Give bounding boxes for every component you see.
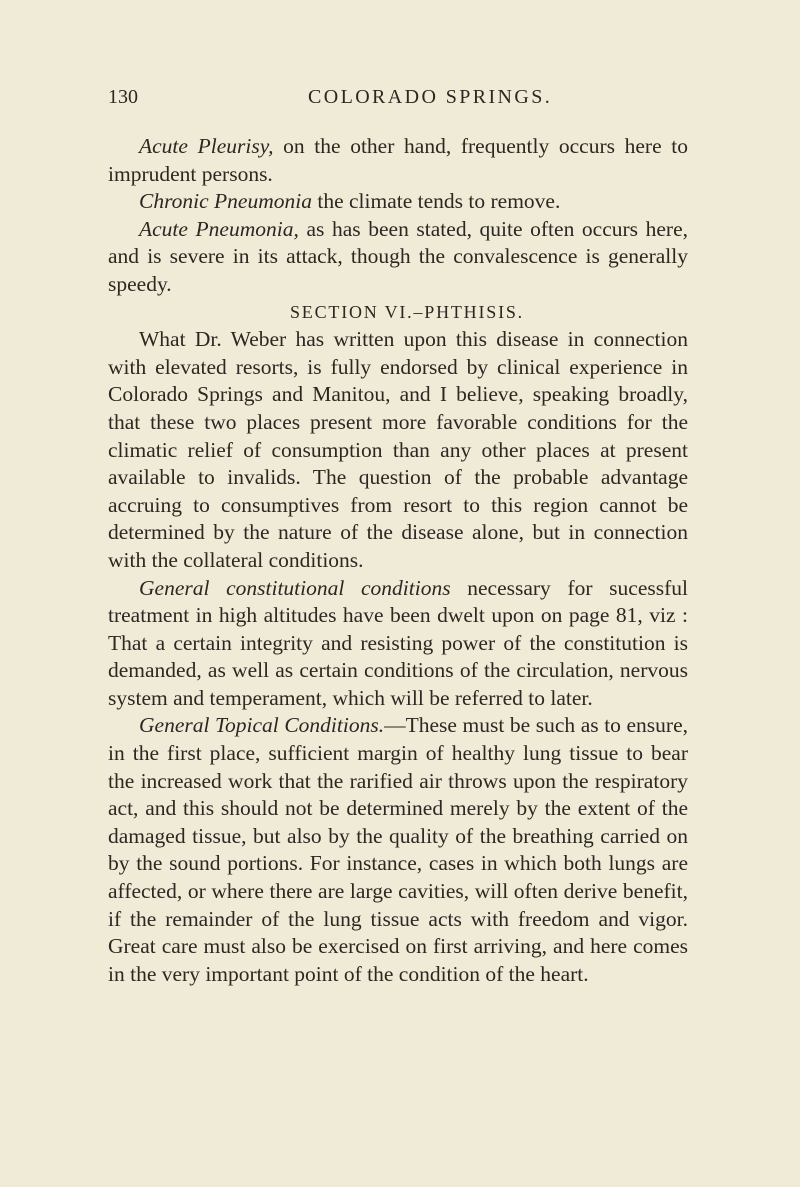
page-number: 130 — [108, 86, 138, 108]
term-chronic-pneumonia: Chronic Pneumonia — [139, 189, 312, 214]
term-acute-pleurisy: Acute Pleurisy, — [139, 134, 274, 158]
paragraph-text: the climate tends to remove. — [311, 189, 561, 214]
paragraph-constitutional-conditions — [108, 575, 688, 713]
term-general-constitutional-conditions: General constitutional conditions — [139, 575, 451, 600]
paragraph-topical-conditions — [108, 712, 688, 988]
running-head — [108, 86, 688, 116]
paragraph-acute-pneumonia — [108, 216, 688, 299]
paragraph-text: as has been stated, quite often occurs here, and is severe in its attack, though the convalescence is generally speedy. — [108, 216, 689, 296]
paragraph-text: on the other hand, frequently occurs here to imprudent persons. — [108, 134, 689, 186]
running-title: COLORADO SPRINGS. — [308, 86, 553, 108]
term-acute-pneumonia: Acute Pneumonia, — [139, 216, 299, 241]
paragraph-text: What Dr. Weber has written upon this disease in connection with elevated resorts, is fully endorsed by clinical experience in Colorado Springs and Manitou, and I believe, speaking broadly, that these two places present more favorable conditions for the climatic relief of consumption than any other places at present available to invalids. The question of the probable advantage accruing to consumptives from resort to this region cannot be determined by the nature of the disease alone, but in connection with the collateral conditions. — [108, 327, 688, 572]
paragraph-weber — [108, 326, 688, 574]
paragraph-text: —These must be such as to ensure, in the first place, sufficient margin of healthy lung tissue to bear the increased work that the rarified air throws upon the respiratory act, and this should not be determined merely by the extent of the damaged tissue, but also by the quality of the breathing carried on by the sound portions. For instance, cases in which both lungs are affected, or where there are large cavities, will often derive benefit, if the remainder of the lung tissue acts with freedom and vigor. Great care must also be exercised on first arriving, and here comes in the very important point of the condition of the heart. — [108, 713, 688, 986]
body-text — [108, 133, 688, 988]
paragraph-text: necessary for sucessful treatment in high altitudes have been dwelt upon on page 81, viz : That a certain integrity and resisting power of the constitution is demanded, as well as certain conditions of the circulation, nervous system and temperament, which will be referred to later. — [108, 575, 688, 710]
paragraph-acute-pleurisy — [108, 133, 688, 188]
paragraph-chronic-pneumonia — [108, 188, 688, 216]
section-heading: SECTION VI.–PHTHISIS. — [290, 301, 524, 322]
term-general-topical-conditions: General Topical Conditions. — [139, 713, 385, 738]
